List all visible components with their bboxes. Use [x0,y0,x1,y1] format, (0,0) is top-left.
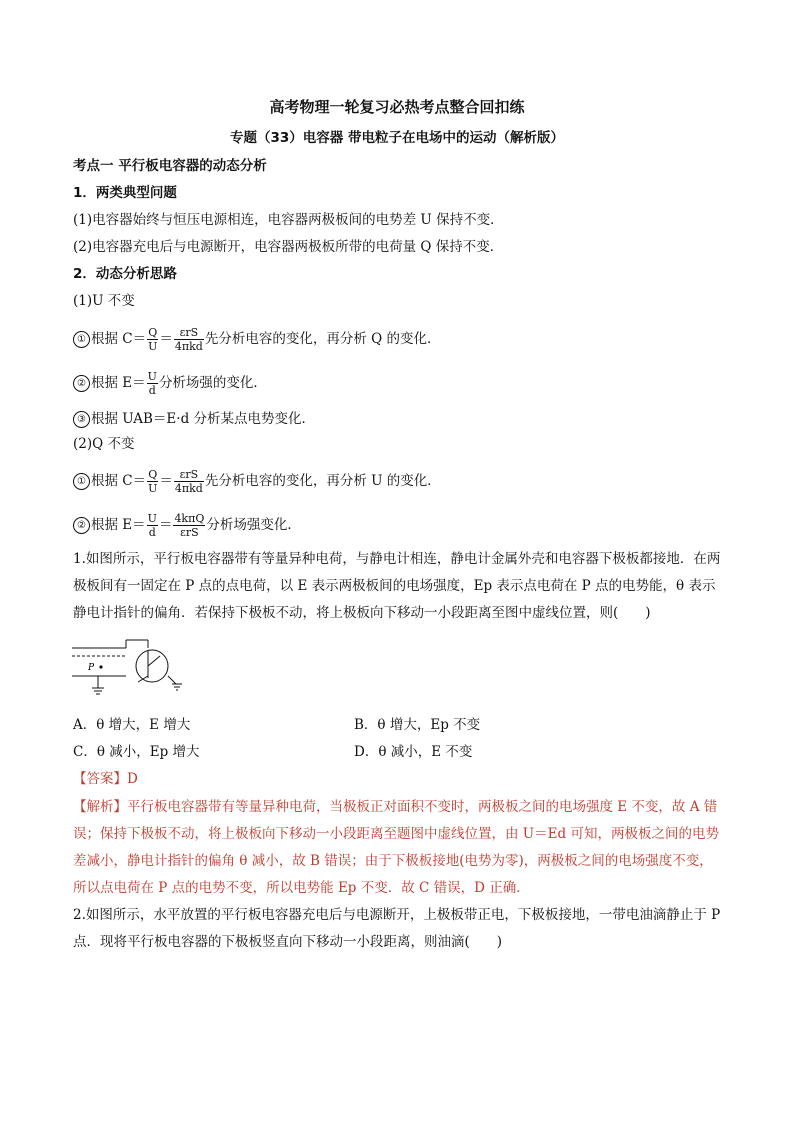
case-ground-lead [168,676,176,684]
denominator: 4πkd [174,340,203,353]
numerator: Q [148,326,158,339]
numerator: εrS [174,326,204,340]
equals-sign: ＝ [158,517,173,533]
equals-sign: ＝ [159,331,173,347]
option-d: D．θ 减小，E 不变 [354,744,473,760]
electrometer-case [136,650,168,682]
fraction [147,326,158,353]
capacitor-electrometer-figure [68,636,188,702]
denominator: d [148,526,156,539]
subheading-analysis-approach: 2．动态分析思路 [73,266,177,282]
option-b: B．θ 增大，Ep 不变 [354,717,481,733]
fraction [147,370,158,397]
formula-line-u3 [73,409,315,429]
fraction [173,512,205,539]
formula-prefix: 根据 C＝ [91,331,147,347]
circled-number: ① [73,331,90,348]
formula-prefix: 根据 E＝ [91,375,146,391]
question-2-stem: 2.如图所示，水平放置的平行板电容器充电后与电源断开，上极板带正电，下极板接地，一带电油滴静止于 P 点．现将平行板电容器的下极板竖直向下移动一小段距离，则油滴( ) [73,907,721,950]
circled-number: ③ [73,411,90,428]
denominator: 4πkd [174,482,203,495]
numerator: 4kπQ [174,512,205,525]
analysis-tag: 【解析】 [73,799,127,815]
fraction [147,468,158,495]
denominator: εrS [180,526,199,539]
formula-line-u2 [73,370,267,397]
numerator: U [147,512,157,525]
circled-number: ② [73,517,90,534]
point-charge-dot [99,665,102,668]
paragraph-constant-voltage: (1)电容器始终与恒压电源相连，电容器两极板间的电势差 U 保持不变． [73,212,504,228]
formula-suffix: 先分析电容的变化，再分析 Q 的变化． [204,331,441,347]
case-u-constant: (1)U 不变 [73,293,135,309]
electrometer-needle [148,656,160,666]
formula-prefix: 根据 E＝ [91,517,146,533]
denominator: d [148,384,156,397]
point-p-label: P [88,663,95,673]
numerator: U [147,370,157,383]
numerator: εrS [174,468,204,482]
equals-sign: ＝ [159,473,173,489]
formula-line-q2 [73,512,301,539]
formula-suffix: 分析场强的变化． [158,375,267,391]
denominator: U [148,340,158,353]
formula-text: 根据 UAB＝E·d 分析某点电势变化． [91,411,316,427]
answer-line: 【答案】D [73,771,138,787]
fraction [174,326,204,353]
paragraph-constant-charge: (2)电容器充电后与电源断开，电容器两极板所带的电荷量 Q 保持不变． [73,239,504,255]
analysis-paragraph [73,794,723,902]
formula-line-u1 [73,326,441,353]
circled-number: ① [73,473,90,490]
case-q-constant: (2)Q 不变 [73,436,135,452]
option-c: C．θ 减小，Ep 增大 [73,744,200,760]
fraction [147,512,158,539]
subheading-typical-problems: 1．两类典型问题 [73,185,177,201]
section-heading: 考点一 平行板电容器的动态分析 [73,158,267,174]
formula-suffix: 先分析电容的变化，再分析 U 的变化． [204,473,441,489]
denominator: U [148,482,158,495]
fraction [174,468,204,495]
analysis-text: 平行板电容器带有等量异种电荷，当极板正对面积不变时，两极板之间的电场强度 E 不变，故 A 错误；保持下极板不动，将上极板向下移动一小段距离至题图中虚线位置，由 U＝Ed 可知，两极板之间的电势差减小，静电计指针的偏角 θ 减小，故 B 错误；由于下极板接地(电势为零)，两极板之间的电场强度不变，所以点电荷在 P 点的电势不变，所以电势能 Ep 不变．故 C 错误，D 正确． [73,799,719,896]
numerator: Q [148,468,158,481]
formula-line-q1 [73,468,441,495]
document-title: 高考物理一轮复习必热考点整合回扣练 [269,98,525,116]
document-subtitle: 专题（33）电容器 带电粒子在电场中的运动（解析版） [230,130,564,146]
formula-prefix: 根据 C＝ [91,473,147,489]
question-1-stem: 1.如图所示，平行板电容器带有等量异种电荷，与静电计相连，静电计金属外壳和电容器下极板都接地．在两极板间有一固定在 P 点的点电荷，以 E 表示两极板间的电场强度，Ep 表示点电荷在 P 点的电势能，θ 表示静电计指针的偏角．若保持下极板不动，将上极板向下移动一小段距离至图中虚线位置，则( ) [73,551,721,621]
formula-suffix: 分析场强变化． [206,517,301,533]
circled-number: ② [73,375,90,392]
option-a: A．θ 增大，E 增大 [73,717,191,733]
